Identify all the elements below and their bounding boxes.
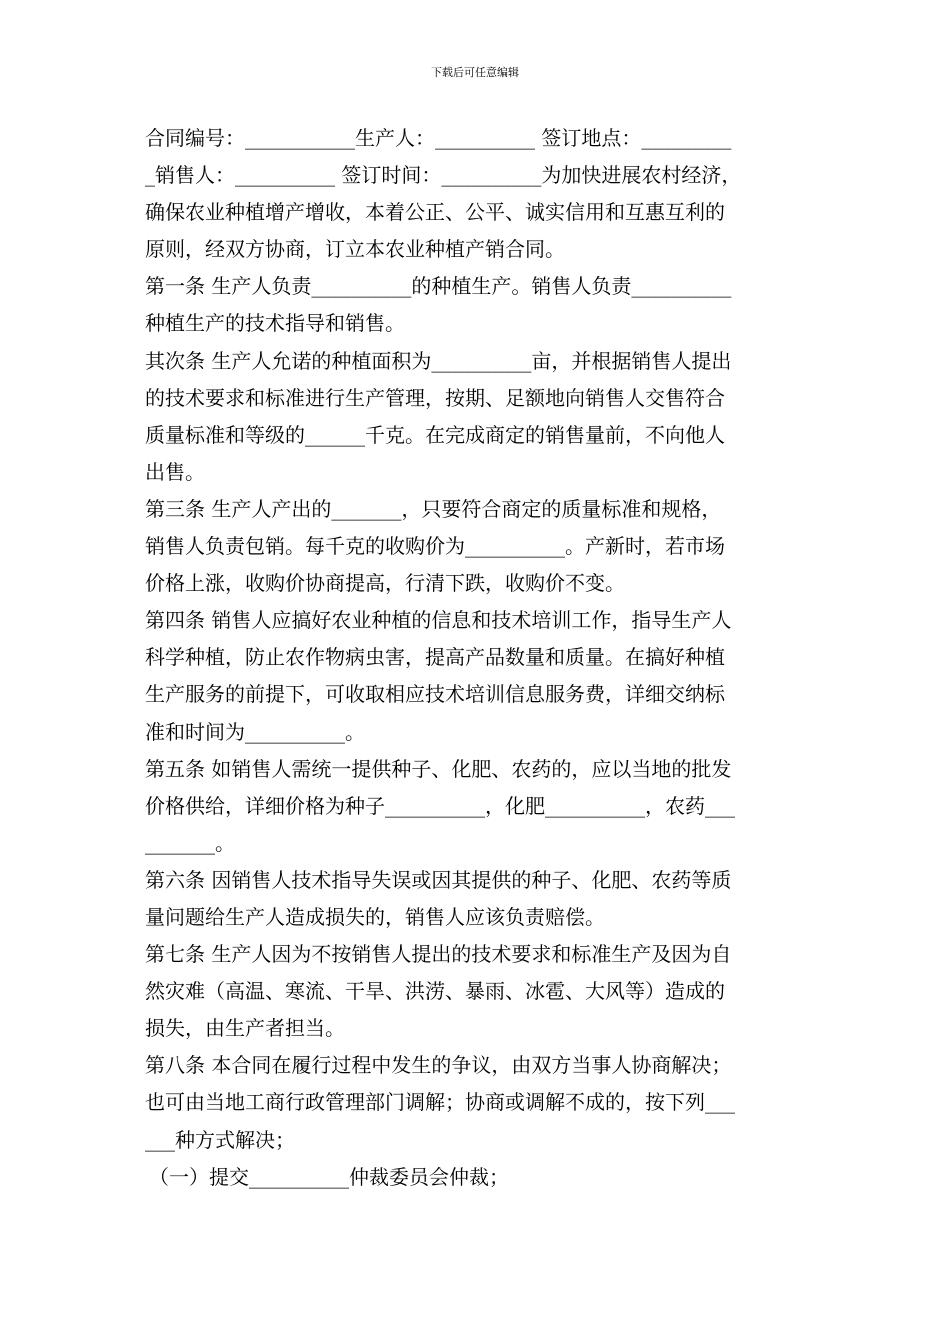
article-1-line: 第一条 生产人负责__________的种植生产。销售人负责__________ (145, 274, 732, 299)
article-6-line: 第六条 因销售人技术指导失误或因其提供的种子、化肥、农药等质 (145, 867, 732, 892)
page-header-note: 下载后可任意编辑 (431, 66, 519, 79)
article-8-line: 第八条 本合同在履行过程中发生的争议，由双方当事人协商解决； (145, 1053, 732, 1078)
contract-line: 合同编号：___________生产人：__________ 签订地点：_________ (145, 126, 732, 150)
contract-line: 生产服务的前提下，可收取相应技术培训信息服务费，详细交纳标 (145, 682, 725, 707)
article-4-line: 第四条 销售人应搞好农业种植的信息和技术培训工作，指导生产人 (145, 608, 732, 633)
contract-line: 损失，由生产者担当。 (145, 1016, 345, 1041)
contract-line: _______。 (145, 830, 235, 855)
contract-line: 价格供给，详细价格为种子__________，化肥__________，农药___ (145, 793, 735, 818)
article-2-line: 其次条 生产人允诺的种植面积为__________亩，并根据销售人提出 (145, 348, 732, 373)
contract-line: 原则，经双方协商，订立本农业种植产销合同。 (145, 237, 565, 262)
contract-line: 销售人负责包销。每千克的收购价为__________。产新时，若市场 (145, 534, 725, 559)
contract-line: 的技术要求和标准进行生产管理，按期、足额地向销售人交售符合 (145, 385, 725, 410)
contract-line: 也可由当地工商行政管理部门调解；协商或调解不成的，按下列___ (145, 1090, 735, 1115)
article-3-line: 第三条 生产人产出的_______，只要符合商定的质量标准和规格， (145, 496, 722, 521)
contract-body (145, 120, 813, 1196)
contract-line: 价格上涨，收购价协商提高，行清下跌，收购价不变。 (145, 571, 625, 596)
contract-line: ___种方式解决； (145, 1127, 295, 1152)
contract-line: 种植生产的技术指导和销售。 (145, 311, 405, 336)
contract-line: _销售人：__________ 签订时间：__________为加快进展农村经济， (145, 163, 742, 188)
contract-line: 量问题给生产人造成损失的，销售人应该负责赔偿。 (145, 904, 605, 929)
contract-line: 科学种植，防止农作物病虫害，提高产品数量和质量。在搞好种植 (145, 645, 725, 670)
contract-line: 确保农业种植增产增收，本着公正、公平、诚实信用和互惠互利的 (145, 200, 725, 225)
article-7-line: 第七条 生产人因为不按销售人提出的技术要求和标准生产及因为自 (145, 942, 732, 967)
contract-line: 准和时间为__________。 (145, 719, 365, 744)
contract-line: 质量标准和等级的______千克。在完成商定的销售量前，不向他人 (145, 422, 725, 447)
dispute-option-1-line: （一）提交__________仲裁委员会仲裁； (149, 1164, 509, 1189)
article-5-line: 第五条 如销售人需统一提供种子、化肥、农药的，应以当地的批发 (145, 756, 732, 781)
contract-line: 出售。 (145, 459, 205, 484)
contract-line: 然灾难（高温、寒流、干旱、洪涝、暴雨、冰雹、大风等）造成的 (145, 979, 725, 1004)
